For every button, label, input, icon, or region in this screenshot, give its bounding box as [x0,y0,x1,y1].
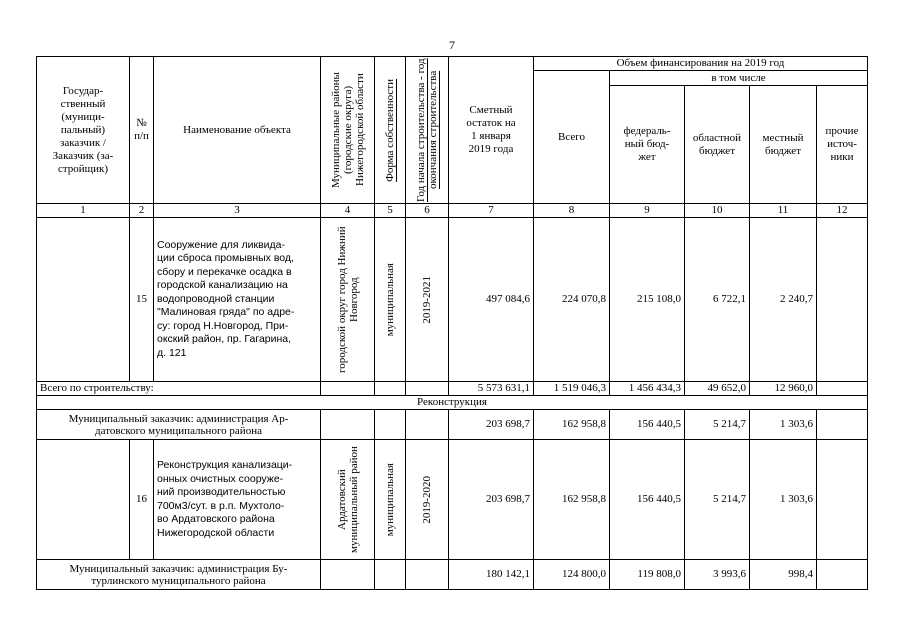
table-row [37,440,868,560]
section-row [37,396,868,410]
row15-years-text: 2019-2021 [421,275,433,324]
table-row [37,218,868,382]
header-balance: Сметный остаток на 1 января 2019 года [449,57,534,204]
header-local: местный бюджет [750,86,817,204]
row16-federal: 156 440,5 [610,440,685,560]
column-number: 5 [375,204,406,218]
row15-number: 15 [130,218,154,382]
column-number: 6 [406,204,449,218]
page-number: 7 [449,38,455,52]
empty-cell [817,382,868,396]
column-number: 4 [321,204,375,218]
header-years [406,57,449,204]
construction-total-label: Всего по строительству: [37,382,321,396]
construction-total-balance: 5 573 631,1 [449,382,534,396]
customer1-total: 162 958,8 [534,410,610,440]
customer1-federal: 156 440,5 [610,410,685,440]
row16-customer [37,440,130,560]
row16-number: 16 [130,440,154,560]
row16-regional: 5 214,7 [685,440,750,560]
row15-years [406,218,449,382]
row16-ownership-text: муниципальная [384,462,396,537]
header-funding: Объем финансирования на 2019 год [534,57,868,71]
customer2-label: Муниципальный заказчик: администрация Бу- турлинского муниципального района [37,560,321,590]
row16-years-text: 2019-2020 [421,475,433,524]
column-numbers-row [37,204,868,218]
header-object-name: Наименование объекта [154,57,321,204]
empty-cell [321,382,375,396]
column-number: 8 [534,204,610,218]
row16-balance: 203 698,7 [449,440,534,560]
empty-cell [406,410,449,440]
row16-local: 1 303,6 [750,440,817,560]
row16-ownership [375,440,406,560]
row15-balance: 497 084,6 [449,218,534,382]
header-regional: областной бюджет [685,86,750,204]
column-number: 1 [37,204,130,218]
empty-cell [321,560,375,590]
header-ownership-text: Форма собственности [384,78,396,182]
customer2-total: 124 800,0 [534,560,610,590]
column-number: 10 [685,204,750,218]
header-customer: Государ- ственный (муници- пальный) заказчик / Заказчик (за- стройщик) [37,57,130,204]
empty-cell [321,410,375,440]
header-years-text: Год начала строительства - год окончания строительства [415,58,439,202]
column-number: 7 [449,204,534,218]
row16-total: 162 958,8 [534,440,610,560]
customer1-local: 1 303,6 [750,410,817,440]
column-number: 2 [130,204,154,218]
construction-total-regional: 49 652,0 [685,382,750,396]
section-title: Реконструкция [37,396,868,410]
construction-total-total: 1 519 046,3 [534,382,610,396]
empty-cell [375,382,406,396]
customer2-federal: 119 808,0 [610,560,685,590]
construction-total-federal: 1 456 434,3 [610,382,685,396]
customer1-label: Муниципальный заказчик: администрация Ар- датовского муниципального района [37,410,321,440]
header-total: Всего [534,71,610,204]
empty-cell [817,410,868,440]
row15-ownership-text: муниципальная [384,262,396,337]
header-including: в том числе [610,71,868,86]
row16-years [406,440,449,560]
header-districts [321,57,375,204]
empty-cell [375,560,406,590]
empty-cell [375,410,406,440]
construction-total-local: 12 960,0 [750,382,817,396]
column-number: 9 [610,204,685,218]
row16-district-text: Ардатовский муниципальный район [335,446,360,553]
row16-district [321,440,375,560]
customer-row [37,410,868,440]
customer2-local: 998,4 [750,560,817,590]
empty-cell [406,560,449,590]
header-federal: федераль- ный бюд- жет [610,86,685,204]
financing-table [36,56,868,590]
row16-object-name: Реконструкция канализаци- онных очистных сооруже- ний производительностью 700м3/сут. в р.п. Мухтоло- во Ардатовского района Нижегородской области [154,440,321,560]
header-ownership [375,57,406,204]
row15-district [321,218,375,382]
row15-customer [37,218,130,382]
empty-cell [817,440,868,560]
row15-other [817,218,868,382]
column-number: 11 [750,204,817,218]
customer-row [37,560,868,590]
row15-total: 224 070,8 [534,218,610,382]
column-number: 12 [817,204,868,218]
row15-object-name: Сооружение для ликвида- ции сброса промывных вод, сбору и перекачке осадка в городской канализацию на водопроводной станции "Малиновая гряда" по адре- су: город Н.Новгород, При- окский район, пр. Гагарина, д. 121 [154,218,321,382]
header-districts-text: Муниципальные районы (городские округа) Нижегородской области [329,72,366,188]
row15-federal: 215 108,0 [610,218,685,382]
customer2-regional: 3 993,6 [685,560,750,590]
row15-ownership [375,218,406,382]
row15-regional: 6 722,1 [685,218,750,382]
customer2-balance: 180 142,1 [449,560,534,590]
empty-cell [817,560,868,590]
row15-district-text: городской округ город Нижний Новгород [335,226,360,373]
construction-total-row [37,382,868,396]
row15-local: 2 240,7 [750,218,817,382]
empty-cell [406,382,449,396]
header-number: № п/п [130,57,154,204]
column-number: 3 [154,204,321,218]
customer1-regional: 5 214,7 [685,410,750,440]
customer1-balance: 203 698,7 [449,410,534,440]
header-other: прочие источ- ники [817,86,868,204]
